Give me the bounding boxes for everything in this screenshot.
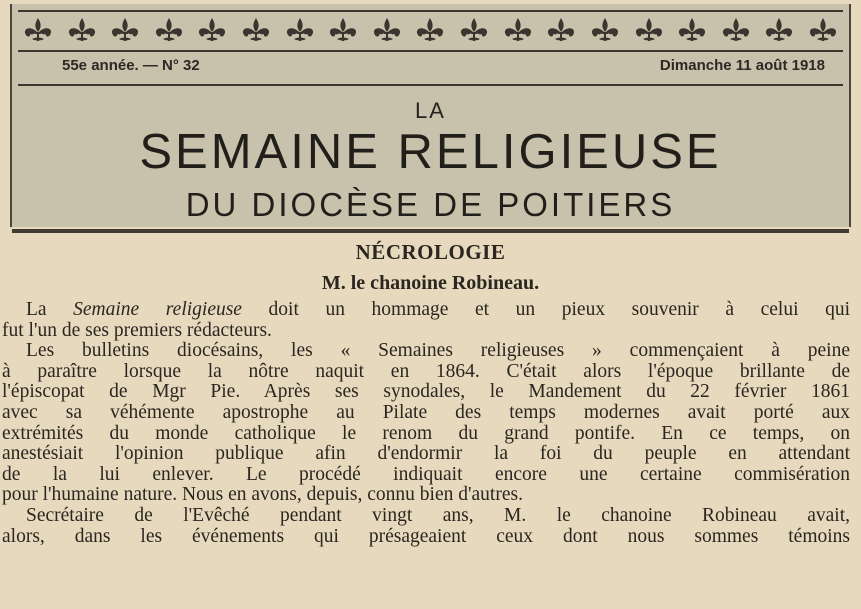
- issue-date: Dimanche 11 août 1918: [659, 57, 825, 74]
- publication-name: Semaine religieuse: [73, 299, 242, 320]
- text-line: extrémités du monde catholique le renom du grand pontife. En ce temps, on: [2, 422, 850, 444]
- text-line: l'épiscopat de Mgr Pie. Après ses synodales, le Mandement du 22 février 1861: [2, 381, 850, 403]
- text-line: Les bulletins diocésains, les « Semaines religieuses » commençaient à peine: [26, 340, 850, 362]
- text-line: Secrétaire de l'Evêché pendant vingt ans, M. le chanoine Robineau avait,: [26, 504, 850, 526]
- fleur-de-lis-icon: [192, 15, 232, 47]
- fleur-de-lis-icon: [280, 15, 320, 47]
- ornament-border: [18, 10, 843, 52]
- text-line: anestésiait l'opinion publique afin d'endormir la foi du peuple en attendant: [2, 443, 850, 465]
- fleur-de-lis-icon: [62, 15, 102, 47]
- fleur-de-lis-icon: [105, 15, 145, 47]
- fleur-de-lis-icon: [149, 15, 189, 47]
- title-article: LA: [415, 98, 446, 123]
- fleur-de-lis-icon: [454, 15, 494, 47]
- section-heading: NÉCROLOGIE: [355, 240, 506, 264]
- fleur-de-lis-icon: [716, 15, 756, 47]
- fleur-de-lis-icon: [236, 15, 276, 47]
- masthead-bottom-rule: [12, 229, 849, 233]
- fleur-de-lis-icon: [498, 15, 538, 47]
- text-line: de la lui enlever. Le procédé indiquait encore une certaine commisération: [2, 463, 850, 485]
- text-line: alors, dans les événements qui présageaient ceux dont nous sommes témoins: [2, 525, 850, 547]
- fleur-de-lis-icon: [410, 15, 450, 47]
- article-body: [2, 300, 850, 547]
- publication-title: SEMAINE RELIGIEUSE: [139, 125, 722, 179]
- divider: [18, 84, 843, 86]
- fleur-de-lis-icon: [323, 15, 363, 47]
- issue-line: [42, 54, 825, 78]
- text-line: avec sa véhémente apostrophe au Pilate des temps modernes avait porté aux: [2, 401, 850, 423]
- fleur-de-lis-icon: [803, 15, 843, 47]
- text-line: fut l'un de ses premiers rédacteurs.: [2, 319, 272, 341]
- text-line: pour l'humaine nature. Nous en avons, depuis, connu bien d'autres.: [2, 484, 523, 506]
- fleur-de-lis-icon: [18, 15, 58, 47]
- fleur-de-lis-icon: [672, 15, 712, 47]
- fleur-de-lis-icon: [367, 15, 407, 47]
- text-line: La Semaine religieuse doit un hommage et un pieux souvenir à celui qui: [26, 299, 850, 320]
- fleur-de-lis-icon: [585, 15, 625, 47]
- issue-number: 55e année. — N° 32: [62, 57, 200, 74]
- fleur-de-lis-icon: [541, 15, 581, 47]
- publication-subtitle: DU DIOCÈSE DE POITIERS: [185, 186, 676, 223]
- fleur-de-lis-icon: [759, 15, 799, 47]
- text-line: à paraître lorsque la nôtre naquit en 1864. C'était alors l'époque brillante de: [2, 360, 850, 382]
- article-title: M. le chanoine Robineau.: [321, 272, 540, 294]
- fleur-de-lis-icon: [629, 15, 669, 47]
- masthead: [10, 4, 851, 227]
